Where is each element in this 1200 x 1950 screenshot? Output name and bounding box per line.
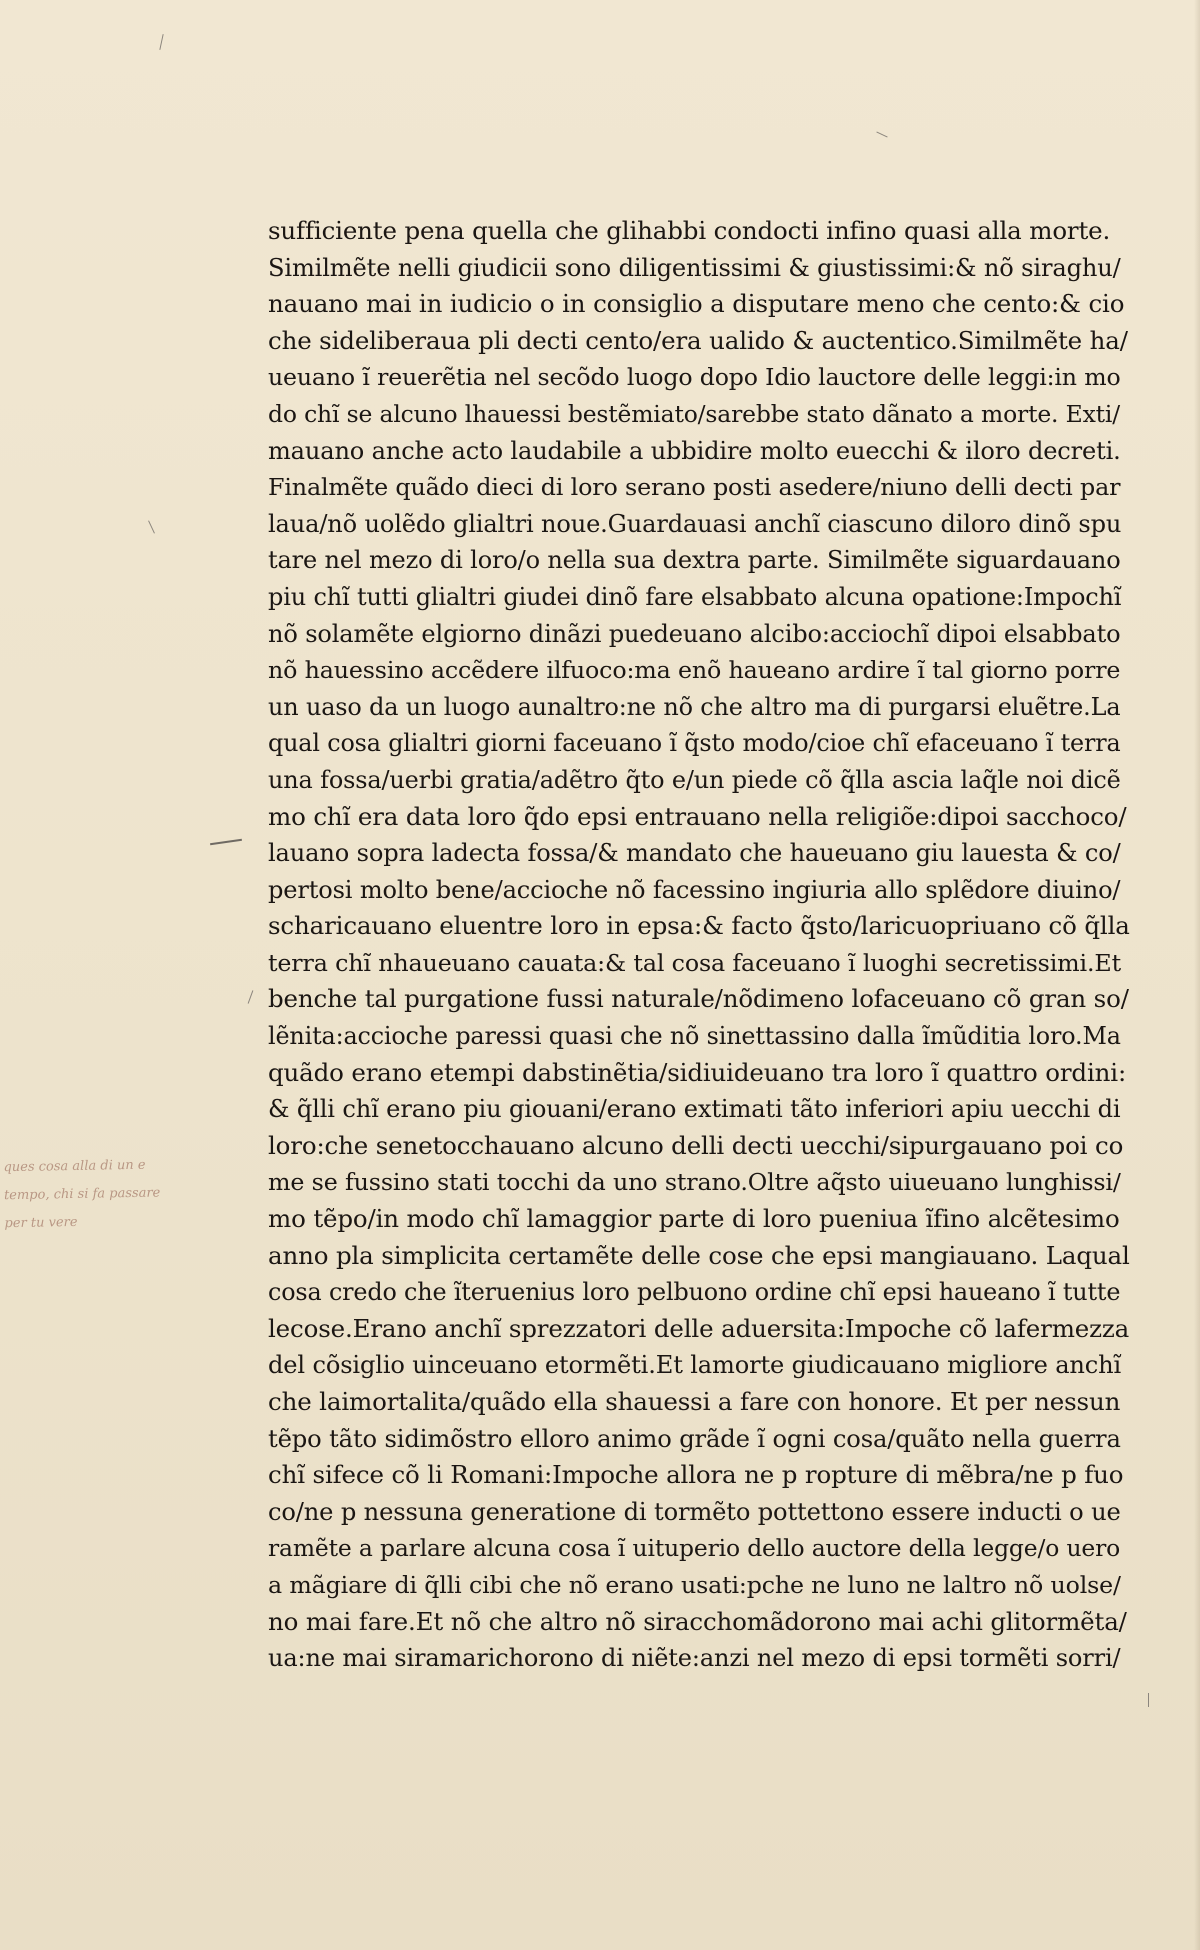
tick-mark-mid: [248, 990, 254, 1003]
text-line: ueuano ĩ reuerẽtia nel secõdo luogo dopo Idio lauctore delle leggi:in mo: [268, 363, 1121, 392]
margin-note-line: ques cosa alla di un e: [3, 1157, 146, 1176]
text-line: lecose.Erano anchĩ sprezzatori delle aduersita:Impoche cõ lafermezza: [268, 1313, 1130, 1343]
text-line: a mãgiare di q̃lli cibi che nõ erano usati:pche ne luno ne laltro nõ uolse/: [268, 1570, 1121, 1599]
text-line: tẽpo tãto sidimõstro elloro animo grãde ĩ ogni cosa/quãto nella guerra: [268, 1424, 1121, 1453]
text-line: me se fussino stati tocchi da uno strano.Oltre aq̃sto uiueuano lunghissi/: [268, 1168, 1121, 1197]
text-line: tare nel mezo di loro/o nella sua dextra parte. Similmẽte siguardauano: [268, 546, 1121, 575]
text-line: ua:ne mai siramarichorono di niẽte:anzi nel mezo di epsi tormẽti sorri/: [268, 1644, 1121, 1673]
text-line: quãdo erano etempi dabstinẽtia/sidiuideuano tra loro ĩ quattro ordini:: [268, 1057, 1127, 1087]
text-line: mo chĩ era data loro q̃do epsi entrauano nella religiõe:dipoi sacchoco/: [268, 801, 1127, 831]
margin-note-line: tempo, chi si fa passare: [3, 1185, 161, 1204]
margin-dash: [210, 839, 242, 845]
text-line: laua/nõ uolẽdo glialtri noue.Guardauasi anchĩ ciascuno diloro dinõ spu: [268, 509, 1122, 538]
text-line: pertosi molto bene/accioche nõ facessino ingiuria allo splẽdore diuino/: [268, 875, 1121, 904]
text-line: del cõsiglio uinceuano etormẽti.Et lamorte giudicauano migliore anchĩ: [268, 1351, 1122, 1380]
text-line: mauano anche acto laudabile a ubbidire molto euecchi & iloro decreti.: [268, 436, 1121, 465]
text-line: che sideliberaua pli decti cento/era ualido & auctentico.Similmẽte ha/: [268, 325, 1128, 355]
tick-mark-top-right: [876, 132, 887, 138]
printed-text-block: [268, 213, 1130, 1677]
text-line: ramẽte a parlare alcuna cosa ĩ uituperio dello auctore della legge/o uero: [268, 1534, 1121, 1563]
text-line: terra chĩ nhaueuano cauata:& tal cosa faceuano ĩ luoghi secretissimi.Et: [268, 948, 1121, 977]
text-line: nõ hauessino accẽdere ilfuoco:ma enõ haueano ardire ĩ tal giorno porre: [268, 656, 1121, 685]
text-line: chĩ sifece cõ li Romani:Impoche allora ne p ropture di mẽbra/ne p fuo: [268, 1460, 1124, 1490]
tick-mark-right: [1148, 1693, 1149, 1707]
text-line: piu chĩ tutti glialtri giudei dinõ fare elsabbato alcuna opatione:Impochĩ: [268, 582, 1122, 611]
text-line: Similmẽte nelli giudicii sono diligentissimi & giustissimi:& nõ siraghu/: [268, 253, 1121, 282]
tick-mark-top: [159, 34, 163, 50]
text-line: lauano sopra ladecta fossa/& mandato che haueuano giu lauesta & co/: [268, 839, 1121, 868]
margin-note-line: per tu vere: [4, 1214, 78, 1232]
text-line: do chĩ se alcuno lhauessi bestẽmiato/sarebbe stato dãnato a morte. Exti/: [268, 399, 1121, 428]
text-line: scharicauano eluentre loro in epsa:& facto q̃sto/laricuopriuano cõ q̃lla: [268, 911, 1130, 941]
text-line: nauano mai in iudicio o in consiglio a disputare meno che cento:& cio: [268, 289, 1125, 319]
text-line: Finalmẽte quãdo dieci di loro serano posti asedere/niuno delli decti par: [268, 473, 1121, 502]
text-line: che laimortalita/quãdo ella shauessi a fare con honore. Et per nessun: [268, 1387, 1121, 1416]
handwritten-margin-note: [3, 1150, 254, 1238]
text-line: co/ne p nessuna generatione di tormẽto pottettono essere inducti o ue: [268, 1497, 1121, 1526]
text-line: qual cosa glialtri giorni faceuano ĩ q̃sto modo/cioe chĩ efaceuano ĩ terra: [268, 729, 1121, 758]
text-line: nõ solamẽte elgiorno dinãzi puedeuano alcibo:acciochĩ dipoi elsabbato: [268, 619, 1121, 648]
tick-mark-left: [148, 520, 155, 533]
text-line: cosa credo che ĩteruenius loro pelbuono ordine chĩ epsi haueano ĩ tutte: [268, 1278, 1121, 1307]
text-line: loro:che senetocchauano alcuno delli decti uecchi/sipurgauano poi co: [268, 1130, 1124, 1160]
page-edge-shadow: [1194, 0, 1200, 1950]
text-line: lẽnita:accioche paressi quasi che nõ sinettassino dalla ĩmũditia loro.Ma: [268, 1022, 1121, 1051]
text-line: anno pla simplicita certamẽte delle cose che epsi mangiauano. Laqual: [268, 1240, 1130, 1270]
text-line: un uaso da un luogo aunaltro:ne nõ che altro ma di purgarsi eluẽtre.La: [268, 692, 1121, 721]
text-line: una fossa/uerbi gratia/adẽtro q̃to e/un piede cõ q̃lla ascia laq̃le noi dicẽ: [268, 765, 1121, 794]
text-line: benche tal purgatione fussi naturale/nõdimeno lofaceuano cõ gran so/: [268, 984, 1129, 1014]
text-line: mo tẽpo/in modo chĩ lamaggior parte di loro pueniua ĩfino alcẽtesimo: [268, 1204, 1120, 1234]
text-line: sufficiente pena quella che glihabbi condocti infino quasi alla morte.: [268, 216, 1111, 245]
text-line: no mai fare.Et nõ che altro nõ siracchomãdorono mai achi glitormẽta/: [268, 1606, 1127, 1636]
text-line: & q̃lli chĩ erano piu giouani/erano extimati tãto inferiori apiu uecchi di: [268, 1095, 1121, 1124]
